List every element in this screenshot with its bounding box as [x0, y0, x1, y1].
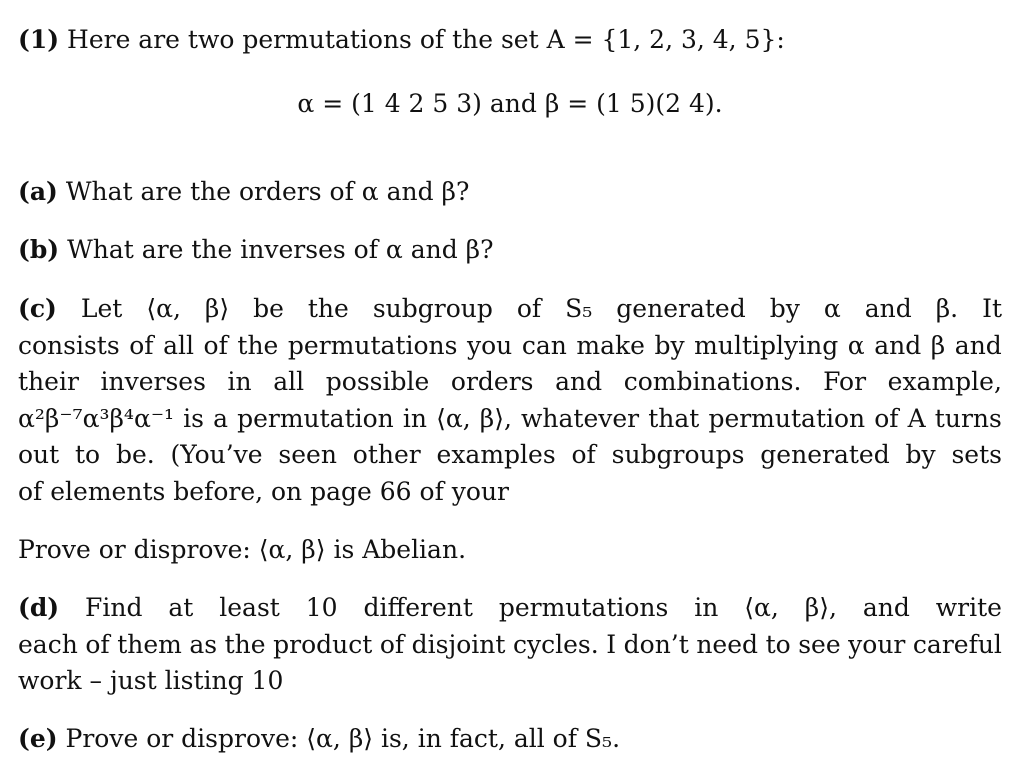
word: other	[352, 440, 421, 469]
word: α	[847, 331, 865, 360]
word: in	[694, 593, 719, 622]
part-c-line-1	[18, 291, 1002, 327]
word: all	[273, 367, 305, 396]
part-e-label: (e)	[18, 724, 58, 753]
word: and	[864, 294, 912, 323]
word: all	[163, 331, 194, 360]
word: and	[862, 593, 910, 622]
word: that	[648, 404, 700, 433]
word: write	[935, 593, 1002, 622]
word: S₅	[565, 294, 593, 323]
word: orders	[450, 367, 534, 396]
word: (You’ve	[170, 440, 263, 469]
word: possible	[325, 367, 430, 396]
word: ⟨α,	[146, 294, 181, 323]
word: permutation	[708, 404, 866, 433]
word: β.	[935, 294, 959, 323]
word: be	[253, 294, 284, 323]
part-b	[18, 232, 494, 268]
word: β	[930, 331, 946, 360]
problem-intro-text: Here are two permutations of the set A = {1, 2, 3, 4, 5}:	[67, 25, 785, 54]
part-d-line-1	[18, 590, 1002, 626]
word: make	[576, 331, 645, 360]
word: subgroups	[611, 440, 745, 469]
word: your	[848, 630, 906, 659]
word: of	[571, 440, 596, 469]
word: permutation	[237, 404, 394, 433]
word: It	[982, 294, 1002, 323]
word: combinations.	[623, 367, 802, 396]
word: a	[213, 404, 228, 433]
word: different	[363, 593, 473, 622]
word: β⟩,	[804, 593, 837, 622]
problem-number: (1)	[18, 25, 60, 54]
word: α²β⁻⁷α³β⁴α⁻¹	[18, 404, 175, 433]
word: permutations	[498, 593, 669, 622]
word: generated	[616, 294, 746, 323]
word: examples	[436, 440, 556, 469]
part-c-line-6	[18, 474, 509, 510]
word: the	[237, 331, 279, 360]
part-c-label: (c)	[18, 294, 57, 323]
word: to	[75, 440, 101, 469]
word: as	[189, 630, 218, 659]
word: whatever	[521, 404, 640, 433]
problem-intro	[18, 22, 785, 58]
permutation-definitions: α = (1 4 2 5 3) and β = (1 5)(2 4).	[297, 89, 723, 118]
word: and	[555, 367, 603, 396]
word: their	[18, 367, 79, 396]
word: Find	[85, 593, 143, 622]
word: need	[696, 630, 759, 659]
word: product	[273, 630, 373, 659]
word: the	[307, 294, 349, 323]
word: see	[798, 630, 841, 659]
word: each	[18, 630, 78, 659]
word: permutations	[287, 331, 458, 360]
word: and	[954, 331, 1002, 360]
word: by	[769, 294, 800, 323]
word: of	[129, 331, 154, 360]
part-e	[18, 721, 620, 757]
line-text: of elements before, on page 66 of your	[18, 477, 509, 506]
word: β⟩	[204, 294, 230, 323]
part-d-label: (d)	[18, 593, 60, 622]
word: generated	[760, 440, 890, 469]
word: subgroup	[372, 294, 493, 323]
word: ⟨α,	[744, 593, 779, 622]
word: α	[823, 294, 841, 323]
word: disjoint	[411, 630, 506, 659]
part-c-line-3	[18, 364, 1002, 400]
word: the	[224, 630, 266, 659]
word: β⟩,	[479, 404, 512, 433]
word: least	[219, 593, 280, 622]
part-d-line-2	[18, 627, 1002, 663]
word: them	[117, 630, 182, 659]
word: consists	[18, 331, 120, 360]
word: be.	[115, 440, 155, 469]
part-a-text: What are the orders of α and β?	[65, 177, 470, 206]
word: For	[823, 367, 867, 396]
word: of	[203, 331, 228, 360]
part-d-line-3	[18, 663, 283, 699]
word: of	[516, 294, 542, 323]
part-c-line-4	[18, 401, 1002, 437]
part-c-followup: Prove or disprove: ⟨α, β⟩ is Abelian.	[18, 535, 467, 564]
word: you	[466, 331, 513, 360]
word: of	[85, 630, 110, 659]
word: of	[379, 630, 405, 659]
word: sets	[951, 440, 1002, 469]
part-a-label: (a)	[18, 177, 58, 206]
word: by	[905, 440, 936, 469]
part-c-line-2	[18, 328, 1002, 364]
part-e-text: Prove or disprove: ⟨α, β⟩ is, in fact, all of S₅.	[65, 724, 621, 753]
word: don’t	[623, 630, 689, 659]
word: and	[874, 331, 922, 360]
word: Let	[80, 294, 123, 323]
part-a	[18, 174, 469, 210]
word: ⟨α,	[436, 404, 471, 433]
part-b-text: What are the inverses of α and β?	[67, 235, 494, 264]
part-b-label: (b)	[18, 235, 60, 264]
word: A	[907, 404, 926, 433]
word: out	[18, 440, 60, 469]
word: to	[765, 630, 791, 659]
word: turns	[934, 404, 1002, 433]
word: seen	[278, 440, 337, 469]
word: of	[874, 404, 899, 433]
word: inverses	[100, 367, 206, 396]
word: 10	[305, 593, 338, 622]
word: is	[183, 404, 204, 433]
word: by	[654, 331, 685, 360]
word: in	[402, 404, 427, 433]
word: at	[168, 593, 194, 622]
word: careful	[912, 630, 1002, 659]
part-c-line-5	[18, 437, 1002, 473]
word: cycles.	[512, 630, 599, 659]
word: multiplying	[694, 331, 839, 360]
word: in	[227, 367, 252, 396]
word: can	[521, 331, 567, 360]
word: example,	[887, 367, 1002, 396]
line-text: work – just listing 10	[18, 666, 284, 695]
word: I	[606, 630, 617, 659]
